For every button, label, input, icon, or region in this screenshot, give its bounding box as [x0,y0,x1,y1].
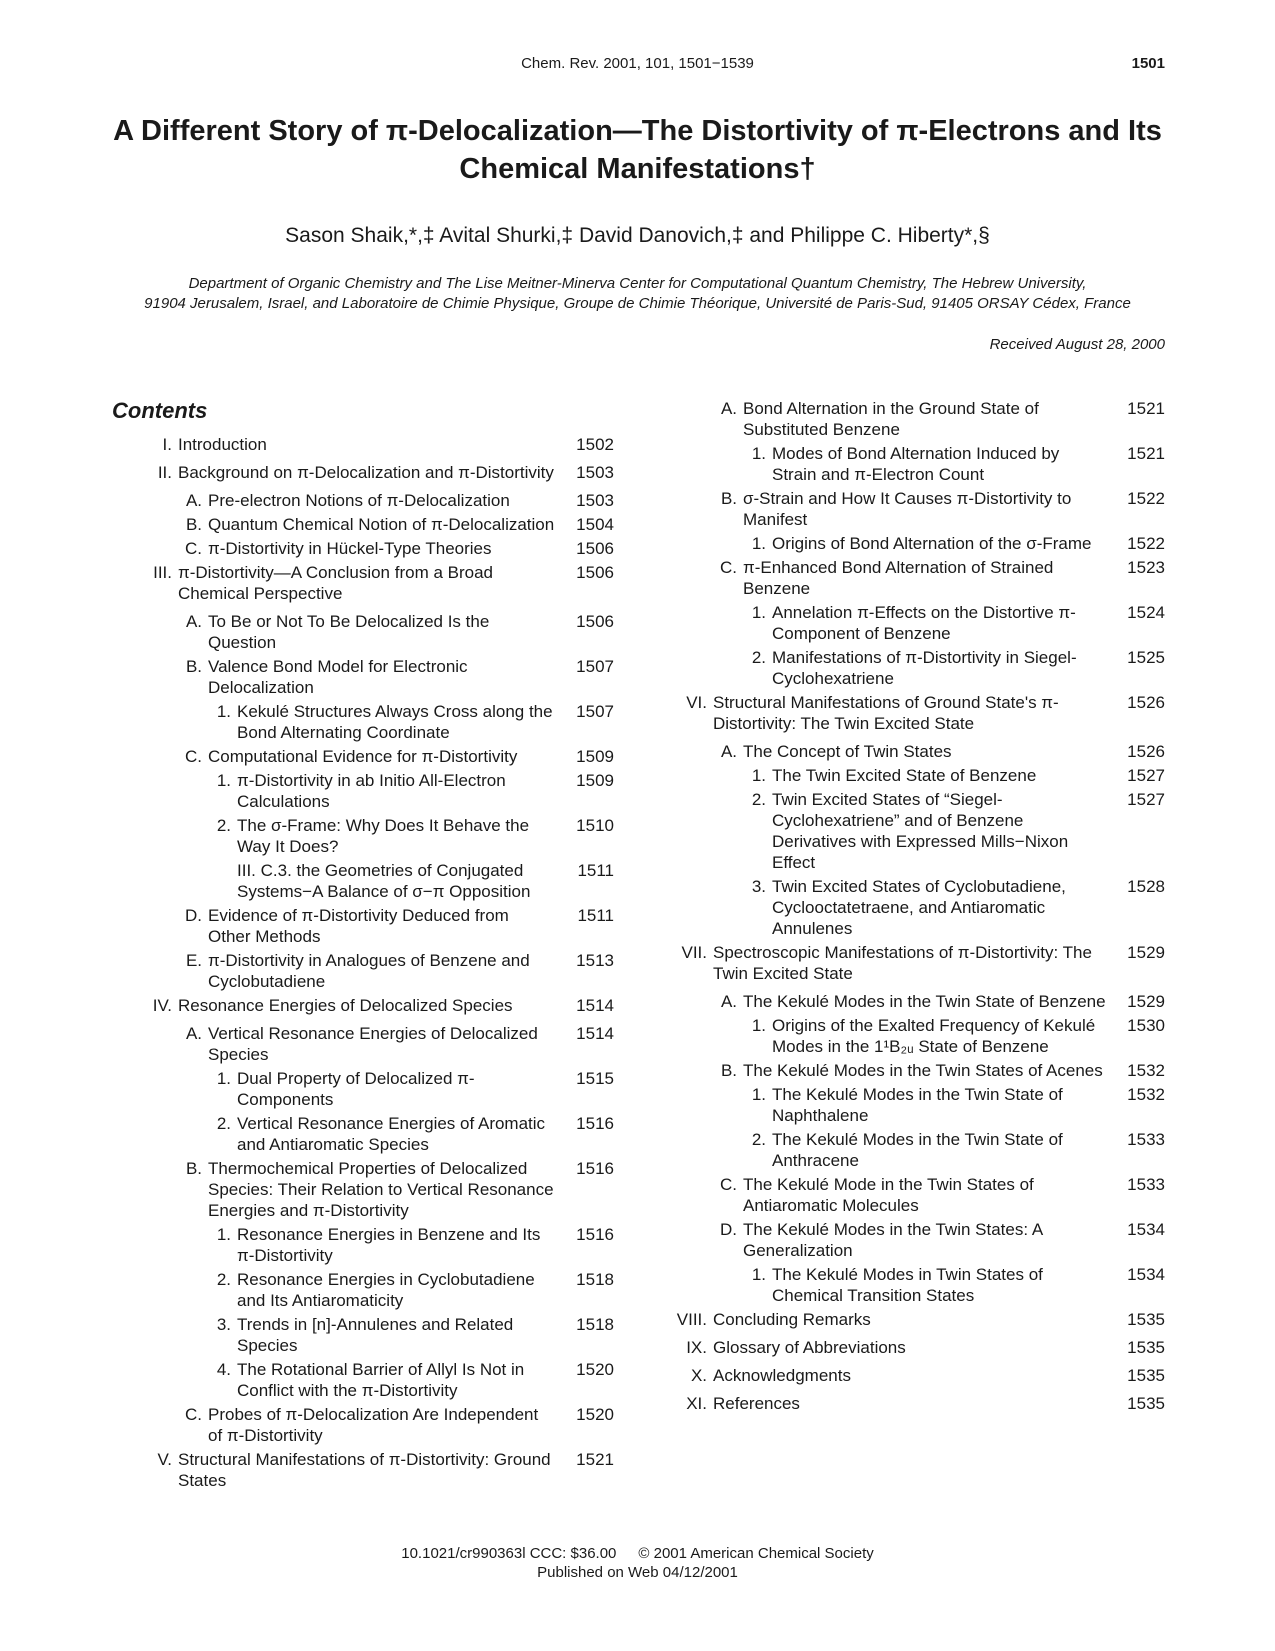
toc-entry [140,905,614,947]
toc-entry [140,1449,614,1491]
toc-entry-page: 1532 [1127,1061,1165,1080]
toc-entry-title: π-Distortivity in Analogues of Benzene and Cyclobutadiene [208,951,530,991]
toc-entry-page: 1521 [1127,399,1165,418]
toc-entry-page: 1522 [1127,489,1165,508]
toc-entry-page: 1506 [576,539,614,558]
toc-entry [140,1158,614,1221]
toc-entry-page: 1503 [576,463,614,482]
toc-entry [675,1174,1165,1216]
toc-entry-title: The Kekulé Modes in the Twin States of Acenes [743,1061,1103,1080]
toc-entry-page: 1513 [576,951,614,970]
toc-entry-page: 1509 [576,747,614,766]
toc-entry-page: 1526 [1127,693,1165,712]
toc-entry-page: 1502 [576,435,614,454]
affiliation-line: Department of Organic Chemistry and The Lise Meitner-Minerva Center for Computational Quantum Chemistry, The Hebrew University, [188,275,1087,292]
toc-entry-page: 1534 [1127,1220,1165,1239]
toc-entry [675,1084,1165,1126]
toc-entry-page: 1514 [576,996,614,1015]
toc-entry [675,942,1165,984]
toc-entry-page: 1535 [1127,1338,1165,1357]
toc-entry-page: 1525 [1127,648,1165,667]
toc-entry-number: VIII. [676,1310,707,1329]
toc-entry-page: 1520 [576,1360,614,1379]
toc-entry [140,815,614,857]
toc-entry-title: Introduction [178,435,267,454]
toc-entry [140,611,614,653]
copyright: © 2001 American Chemical Society [638,1545,874,1562]
toc-entry-title: Trends in [n]-Annulenes and Related Species [237,1315,514,1355]
toc-entry-page: 1518 [576,1270,614,1289]
toc-entry-title: Probes of π-Delocalization Are Independent of π-Distortivity [208,1405,539,1445]
toc-entry-page: 1516 [576,1114,614,1133]
toc-entry [140,1404,614,1446]
toc-entry-page: 1520 [576,1405,614,1424]
toc-entry [140,434,614,455]
toc-entry-page: 1530 [1127,1016,1165,1035]
toc-entry [140,1023,614,1065]
doi-cost: 10.1021/cr990363l CCC: $36.00 [401,1545,617,1562]
toc-entry-number: 1. [751,603,766,622]
toc-entry-number: X. [690,1366,707,1385]
toc-entry [675,488,1165,530]
toc-entry [675,789,1165,873]
contents-heading: Contents [112,398,208,423]
toc-entry-number: III. [153,563,172,582]
toc-entry [675,1264,1165,1306]
toc-entry [140,746,614,767]
toc-entry-number: 1. [751,1085,766,1104]
toc-entry [675,1337,1165,1358]
toc-entry-title: Origins of Bond Alternation of the σ-Frame [772,534,1092,553]
toc-entry [675,765,1165,786]
toc-entry-title: π-Distortivity in ab Initio All-Electron Calculations [237,771,506,811]
toc-entry [140,1269,614,1311]
toc-entry [675,741,1165,762]
toc-entry-title: Resonance Energies in Cyclobutadiene and Its Antiaromaticity [237,1270,535,1310]
toc-entry-title: Structural Manifestations of Ground State's π-Distortivity: The Twin Excited State [713,693,1059,733]
toc-entry [675,647,1165,689]
toc-entry-page: 1523 [1127,558,1165,577]
toc-entry-number: A. [185,1024,202,1043]
toc-entry-page: 1509 [576,771,614,790]
toc-entry-number: C. [720,558,737,577]
page-footer [0,1544,1275,1582]
toc-entry-page: 1521 [576,1450,614,1469]
toc-entry-page: 1518 [576,1315,614,1334]
toc-entry-number: 1. [216,1225,231,1244]
toc-entry [675,876,1165,939]
toc-entry-number: 3. [216,1315,231,1334]
toc-entry [675,1219,1165,1261]
toc-entry-number: II. [157,463,172,482]
toc-entry [140,1113,614,1155]
toc-entry [675,1129,1165,1171]
toc-entry-number: 4. [216,1360,231,1379]
toc-entry-title: Vertical Resonance Energies of Aromatic and Antiaromatic Species [237,1114,546,1154]
toc-entry-number: XI. [686,1394,707,1413]
toc-entry-title: Thermochemical Properties of Delocalized Species: Their Relation to Vertical Resonance Energies and π-Distortivity [208,1159,554,1220]
toc-entry [140,1314,614,1356]
toc-entry-number: VII. [681,943,707,962]
toc-entry-title: Dual Property of Delocalized π-Components [237,1069,475,1109]
toc-entry-page: 1528 [1127,877,1165,896]
toc-entry-number: A. [720,399,737,418]
toc-entry [675,533,1165,554]
toc-entry-page: 1516 [576,1159,614,1178]
toc-entry [140,950,614,992]
toc-entry [140,514,614,535]
toc-entry-title: Vertical Resonance Energies of Delocalized Species [208,1024,538,1064]
toc-entry-page: 1506 [576,563,614,582]
toc-entry-title: The Kekulé Modes in the Twin State of Naphthalene [772,1085,1063,1125]
toc-entry-number: V. [157,1450,172,1469]
toc-entry-page: 1527 [1127,790,1165,809]
toc-entry [140,770,614,812]
toc-entry-page: 1534 [1127,1265,1165,1284]
toc-entry-title: The Rotational Barrier of Allyl Is Not in Conflict with the π-Distortivity [237,1360,525,1400]
toc-entry-title: The Twin Excited State of Benzene [772,766,1037,785]
toc-entry-page: 1516 [576,1225,614,1244]
toc-entry-number: 1. [751,444,766,463]
toc-entry-title: References [713,1394,800,1413]
toc-entry-title: Pre-electron Notions of π-Delocalization [208,491,510,510]
toc-entry [675,1393,1165,1414]
toc-entry-number: 2. [751,790,766,809]
toc-entry-title: Kekulé Structures Always Cross along the Bond Alternating Coordinate [237,702,553,742]
toc-entry-number: VI. [686,693,707,712]
toc-entry [675,557,1165,599]
toc-entry [675,991,1165,1012]
toc-entry-number: A. [720,742,737,761]
toc-entry [140,701,614,743]
page-number: 1501 [1131,55,1165,72]
toc-entry-page: 1521 [1127,444,1165,463]
toc-entry [675,1365,1165,1386]
toc-entry [140,1068,614,1110]
toc-entry-page: 1515 [576,1069,614,1088]
toc-entry-number: I. [162,435,172,454]
toc-entry-number: 2. [216,1114,231,1133]
toc-entry-number: 1. [751,766,766,785]
toc-entry-title: To Be or Not To Be Delocalized Is the Question [208,612,490,652]
toc-entry-title: III. C.3. the Geometries of Conjugated Systems−A Balance of σ−π Opposition [237,861,531,901]
toc-entry-title: σ-Strain and How It Causes π-Distortivity to Manifest [743,489,1072,529]
toc-entry-page: 1532 [1127,1085,1165,1104]
toc-entry-page: 1511 [577,906,614,925]
toc-entry-number: 1. [751,1016,766,1035]
toc-entry-title: Resonance Energies of Delocalized Species [178,996,513,1015]
toc-entry-title: Acknowledgments [713,1366,851,1385]
toc-entry-page: 1535 [1127,1394,1165,1413]
toc-entry-page: 1533 [1127,1130,1165,1149]
article-title: A Different Story of π-Delocalization—The Distortivity of π-Electrons and Its Chemical Manifestations† [113,115,1162,185]
toc-entry-page: 1504 [576,515,614,534]
toc-entry-number: C. [720,1175,737,1194]
toc-entry-page: 1529 [1127,992,1165,1011]
toc-entry-number: 2. [751,648,766,667]
toc-entry [675,443,1165,485]
toc-entry-title: π-Distortivity in Hückel-Type Theories [208,539,492,558]
toc-entry-page: 1514 [576,1024,614,1043]
toc-entry-title: The Concept of Twin States [743,742,952,761]
toc-entry-title: The σ-Frame: Why Does It Behave the Way It Does? [237,816,530,856]
toc-entry [140,462,614,483]
toc-entry-page: 1510 [576,816,614,835]
toc-entry [140,860,614,902]
toc-entry-number: B. [185,1159,202,1178]
toc-entry-number: 1. [216,1069,231,1088]
toc-entry-title: The Kekulé Modes in the Twin State of Anthracene [772,1130,1063,1170]
toc-entry [675,602,1165,644]
toc-entry-title: Manifestations of π-Distortivity in Siegel-Cyclohexatriene [772,648,1077,688]
received-date: Received August 28, 2000 [989,336,1165,353]
toc-entry-number: 3. [751,877,766,896]
toc-entry-page: 1507 [576,702,614,721]
toc-right-column [675,398,1165,1421]
published-date: Published on Web 04/12/2001 [537,1564,738,1581]
toc-entry [140,995,614,1016]
toc-entry-title: Background on π-Delocalization and π-Distortivity [178,463,554,482]
toc-entry-page: 1511 [577,861,614,880]
toc-entry [675,692,1165,734]
toc-entry [675,1015,1165,1057]
toc-entry [675,398,1165,440]
toc-entry-number: D. [720,1220,737,1239]
toc-entry-number: IV. [152,996,172,1015]
toc-entry-number: 1. [751,1265,766,1284]
toc-entry-number: C. [185,747,202,766]
toc-entry-page: 1507 [576,657,614,676]
toc-entry-page: 1522 [1127,534,1165,553]
toc-entry-page: 1526 [1127,742,1165,761]
toc-entry-page: 1527 [1127,766,1165,785]
toc-entry-title: Annelation π-Effects on the Distortive π-Component of Benzene [772,603,1076,643]
toc-entry-number: A. [185,612,202,631]
toc-entry-title: Twin Excited States of “Siegel-Cyclohexatriene” and of Benzene Derivatives with Expressed Mills−Nixon Effect [772,790,1069,872]
toc-entry-title: Quantum Chemical Notion of π-Delocalization [208,515,555,534]
affiliation-line: 91904 Jerusalem, Israel, and Laboratoire de Chimie Physique, Groupe de Chimie Théorique, Université de Paris-Sud, 91405 ORSAY Cédex, France [144,295,1131,312]
toc-entry-number: 1. [751,534,766,553]
toc-entry-number: 2. [751,1130,766,1149]
affiliation [100,274,1175,314]
toc-entry-title: Modes of Bond Alternation Induced by Strain and π-Electron Count [772,444,1060,484]
toc-entry-number: 1. [216,771,231,790]
toc-entry-title: Bond Alternation in the Ground State of Substituted Benzene [743,399,1039,439]
toc-entry [140,1224,614,1266]
toc-entry-number: E. [185,951,202,970]
toc-entry-title: Twin Excited States of Cyclobutadiene, Cyclooctatetraene, and Antiaromatic Annulenes [772,877,1066,938]
toc-entry-title: Concluding Remarks [713,1310,871,1329]
toc-entry-title: Origins of the Exalted Frequency of Kekulé Modes in the 1¹B₂ᵤ State of Benzene [772,1016,1096,1056]
author-list: Sason Shaik,*,‡ Avital Shurki,‡ David Danovich,‡ and Philippe C. Hiberty*,§ [285,224,990,247]
toc-entry-page: 1506 [576,612,614,631]
toc-entry [140,538,614,559]
toc-entry [140,656,614,698]
toc-entry-page: 1503 [576,491,614,510]
toc-entry-number: B. [185,657,202,676]
toc-entry-page: 1535 [1127,1366,1165,1385]
running-head [0,55,1275,77]
toc-entry-number: 1. [216,702,231,721]
toc-entry [140,1359,614,1401]
toc-entry-number: B. [720,1061,737,1080]
toc-entry [675,1309,1165,1330]
toc-entry-title: Resonance Energies in Benzene and Its π-Distortivity [237,1225,541,1265]
toc-entry-number: B. [185,515,202,534]
toc-entry-number: A. [185,491,202,510]
toc-entry-title: The Kekulé Modes in the Twin State of Benzene [743,992,1106,1011]
toc-entry-title: The Kekulé Modes in the Twin States: A Generalization [743,1220,1043,1260]
toc-entry-title: The Kekulé Mode in the Twin States of Antiaromatic Molecules [743,1175,1034,1215]
toc-entry-title: Glossary of Abbreviations [713,1338,906,1357]
toc-entry-title: Valence Bond Model for Electronic Delocalization [208,657,468,697]
toc-entry-number: B. [720,489,737,508]
journal-citation: Chem. Rev. 2001, 101, 1501−1539 [521,55,754,72]
toc-entry-page: 1529 [1127,943,1165,962]
toc-entry-title: π-Distortivity—A Conclusion from a Broad Chemical Perspective [178,563,493,603]
toc-entry [140,490,614,511]
toc-entry-number: C. [185,1405,202,1424]
toc-entry [675,1060,1165,1081]
toc-entry-number: 2. [216,816,231,835]
toc-left-column [140,434,614,1498]
toc-entry-number: A. [720,992,737,1011]
toc-entry-title: Evidence of π-Distortivity Deduced from Other Methods [208,906,509,946]
toc-entry-title: Computational Evidence for π-Distortivity [208,747,518,766]
toc-entry-number: C. [185,539,202,558]
toc-entry [140,562,614,604]
toc-entry-page: 1524 [1127,603,1165,622]
toc-entry-number: D. [185,906,202,925]
toc-entry-page: 1533 [1127,1175,1165,1194]
toc-entry-title: π-Enhanced Bond Alternation of Strained Benzene [743,558,1054,598]
toc-entry-number: 2. [216,1270,231,1289]
toc-entry-title: Spectroscopic Manifestations of π-Distortivity: The Twin Excited State [713,943,1092,983]
toc-entry-title: The Kekulé Modes in Twin States of Chemical Transition States [772,1265,1043,1305]
toc-entry-number: IX. [686,1338,707,1357]
toc-entry-title: Structural Manifestations of π-Distortivity: Ground States [178,1450,551,1490]
toc-entry-page: 1535 [1127,1310,1165,1329]
